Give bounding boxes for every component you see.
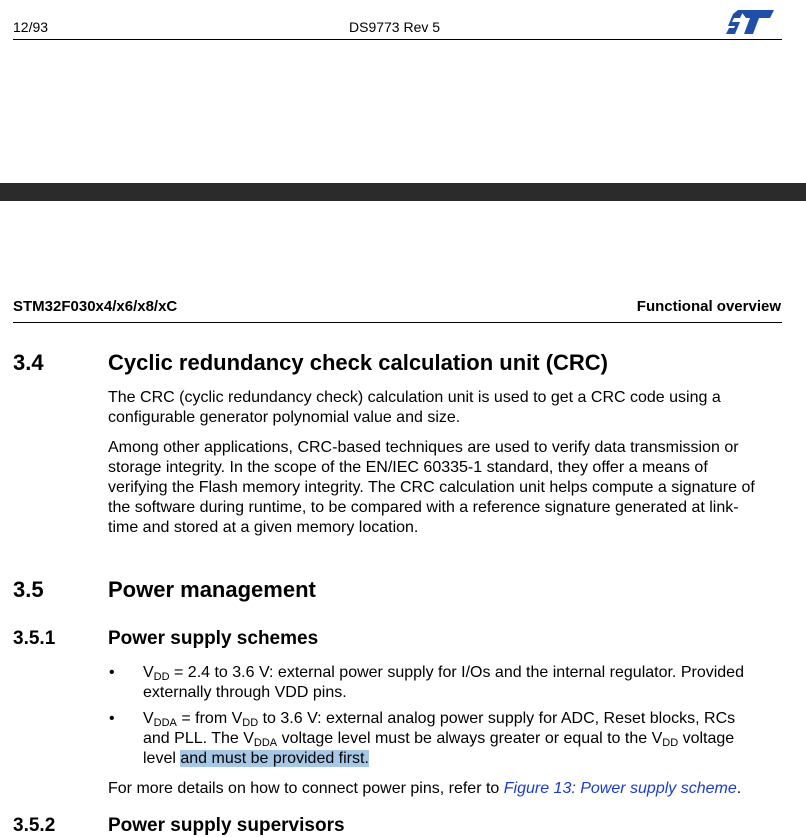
section-number-3-5-1: 3.5.1 — [13, 628, 56, 649]
vdd-bullet: $V_{DD} = 2.4$ to 3.6 V: external power supply for I/Os and the internal regulator. Provided externally through VDD pins. — [143, 664, 744, 701]
text-selection-highlight[interactable]: and must be provided first. — [180, 750, 369, 767]
document-id: DS9773 Rev 5 — [349, 19, 441, 35]
page-separator — [0, 183, 806, 201]
section-number-3-4: 3.4 — [13, 350, 44, 375]
crc-paragraph-1: The CRC (cyclic redundancy check) calculation unit is used to get a CRC code using a configurable generator polynomial value and size. — [108, 389, 721, 426]
bullet-marker: • — [109, 710, 115, 727]
header-rule — [13, 39, 782, 40]
vdda-bullet: $V_{DDA}$ = from $V_{DD}$ to 3.6 V: external analog power supply for ADC, Reset blocks, RCs and PLL. The $V_{DDA}$ voltage level must be always greater or equal to the $V_{DD}$ voltage level and must be provided first. — [143, 710, 736, 767]
figure-13-link[interactable]: Figure 13: Power supply scheme — [503, 780, 737, 797]
section-number-3-5-2: 3.5.2 — [13, 815, 56, 836]
chapter-title: Functional overview — [636, 298, 781, 315]
running-header-rule — [13, 322, 782, 323]
crc-paragraph-2: Among other applications, CRC-based techniques are used to verify data transmission or storage integrity. In the scope of the EN/IEC 60335-1 standard, they offer a means of verifying the Flash memory integrity. The CRC calculation unit helps compute a signature of the software during runtime, to be compared with a reference signature generated at link- time and stored at a given memory location. — [108, 439, 755, 536]
bullet-marker: • — [109, 664, 115, 681]
section-title-power-supply-schemes: Power supply schemes — [108, 628, 319, 649]
part-number: STM32F030x4/x6/x8/xC — [13, 298, 178, 315]
st-logo-icon — [726, 8, 776, 36]
section-title-power-supply-supervisors: Power supply supervisors — [108, 815, 345, 836]
power-pins-reference: For more details on how to connect power pins, refer to Figure 13: Power supply scheme. — [108, 780, 742, 797]
section-title-crc: Cyclic redundancy check calculation unit (CRC) — [108, 350, 609, 375]
section-number-3-5: 3.5 — [13, 577, 44, 602]
section-title-power-management: Power management — [108, 577, 316, 602]
page-number: 12/93 — [13, 19, 49, 35]
